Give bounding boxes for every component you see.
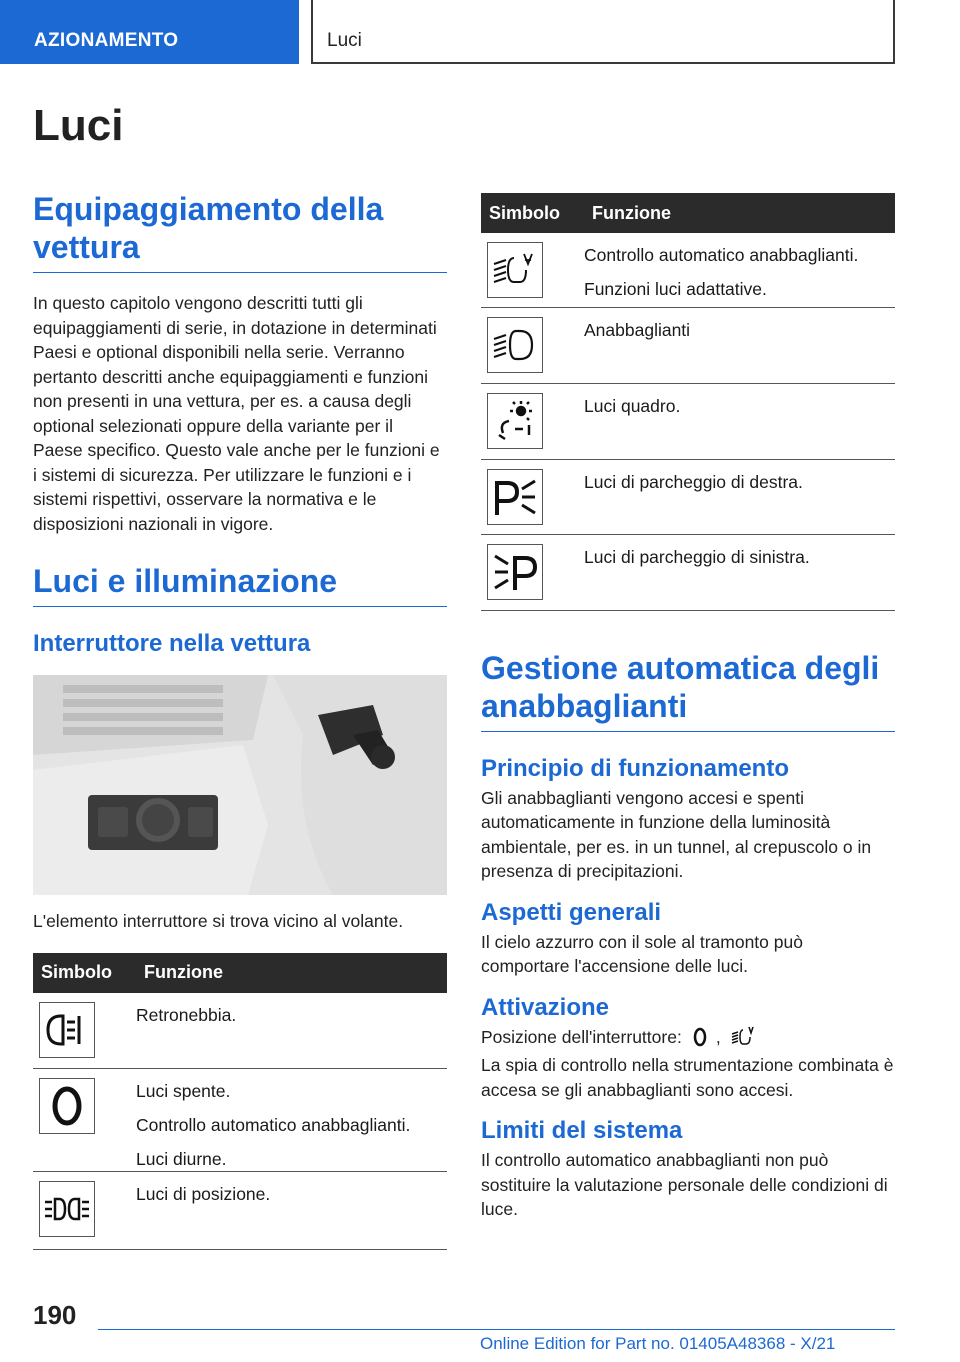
attivazione-line: [481, 1025, 895, 1050]
equipaggiamento-text: In questo capitolo vengono descritti tutti gli equipaggiamenti di serie, in dotazione in determinati Paesi e optional disponibili nella serie. Verranno pertanto descritti anche equipaggiamenti e funzioni non presenti in una vettura, per es. a causa degli optional selezionati oppure della variante per il Paese specifico. Questo vale anche per le funzioni e i sistemi di sicurezza. Per utilizzare le funzioni e i sistemi rispettivi, osservare la normativa e le disposizioni nazionali in vigore.: [33, 293, 440, 534]
col-symbol-header: Simbolo: [481, 193, 578, 233]
table-row: [481, 459, 895, 534]
table-row: [33, 1172, 447, 1250]
parking-light-left-icon: [487, 544, 543, 600]
heading-interruttore: Interruttore nella vettura: [33, 630, 311, 657]
attivazione-label: Posizione dell'interruttore:: [481, 1026, 682, 1047]
rear-fog-light-icon: [39, 1002, 95, 1058]
col-symbol-header: Simbolo: [33, 953, 130, 993]
limiti-text: Il controllo automatico anabbaglianti non può sostituire la valutazione personale delle condizioni di luce.: [481, 1150, 888, 1219]
function-text: Anabbaglianti: [584, 319, 691, 340]
attivazione-text: La spia di controllo nella strumentazione combinata è accesa se gli anabbaglianti sono accesi.: [481, 1055, 894, 1100]
heading-principio: Principio di funzionamento: [481, 754, 789, 782]
page-number: 190: [33, 1300, 77, 1330]
function-text: Controllo automatico anabbaglianti.: [136, 1115, 411, 1135]
col-function-header: Funzione: [130, 953, 447, 993]
function-text: Luci di posizione.: [136, 1184, 271, 1204]
table-row: [33, 993, 447, 1069]
aspetti-text: Il cielo azzurro con il sole al tramonto può comportare l'accensione delle luci.: [481, 931, 803, 976]
symbol-table-left: [33, 953, 447, 1251]
heading-aspetti: Aspetti generali: [481, 898, 662, 926]
col-function-header: Funzione: [578, 193, 895, 233]
auto-low-beam-icon: [731, 1026, 757, 1048]
page-title: Luci: [33, 101, 124, 150]
switch-photo: [33, 675, 447, 895]
table-row: [481, 233, 895, 307]
function-text: Luci spente.: [136, 1081, 231, 1101]
table-row: [33, 1069, 447, 1172]
table-row: [481, 383, 895, 459]
parking-light-right-icon: [487, 469, 543, 525]
position-lights-icon: [39, 1181, 95, 1237]
function-text: Retronebbia.: [136, 1004, 237, 1025]
function-text: Luci quadro.: [584, 395, 681, 416]
heading-limiti: Limiti del sistema: [481, 1117, 683, 1144]
function-text: Luci diurne.: [136, 1149, 227, 1169]
symbol-table-right: [481, 193, 895, 611]
photo-caption: L'elemento interruttore si trova vicino al volante.: [33, 911, 404, 931]
heading-gestione-automatica: Gestione automatica degli anabbaglianti: [481, 649, 895, 732]
heading-equipaggiamento: Equipaggiamento della vettura: [33, 190, 447, 273]
table-row: [481, 534, 895, 610]
header-chapter-label: Luci: [327, 30, 362, 51]
function-text: Luci di parcheggio di destra.: [584, 471, 803, 492]
attivazione-separator: ,: [715, 1026, 721, 1047]
header-section-label: AZIONAMENTO: [34, 30, 179, 51]
header-chapter-box: [311, 0, 895, 64]
right-column: [481, 193, 895, 1222]
auto-low-beam-icon: [487, 242, 543, 298]
heading-attivazione: Attivazione: [481, 993, 610, 1021]
function-text: Funzioni luci adattative.: [584, 279, 767, 299]
instrument-lighting-icon: [487, 393, 543, 449]
principio-text: Gli anabbaglianti vengono accesi e spenti automaticamente in funzione della luminosità ambientale, per es. in un tunnel, al crepuscolo o in presenza di precipitazioni.: [481, 787, 872, 881]
footer-edition: Online Edition for Part no. 01405A48368 - X/21: [480, 1334, 836, 1353]
lights-off-icon: [39, 1078, 95, 1134]
heading-luci-illuminazione: Luci e illuminazione: [33, 562, 447, 607]
low-beam-icon: [487, 317, 543, 373]
left-column: [33, 100, 447, 1250]
lights-off-icon: [692, 1026, 708, 1048]
function-text: Luci di parcheggio di sinistra.: [584, 546, 810, 567]
function-text: Controllo automatico anabbaglianti.: [584, 245, 859, 265]
header-section-tab: [0, 0, 299, 64]
table-row: [481, 307, 895, 383]
footer-divider: [98, 1329, 895, 1330]
